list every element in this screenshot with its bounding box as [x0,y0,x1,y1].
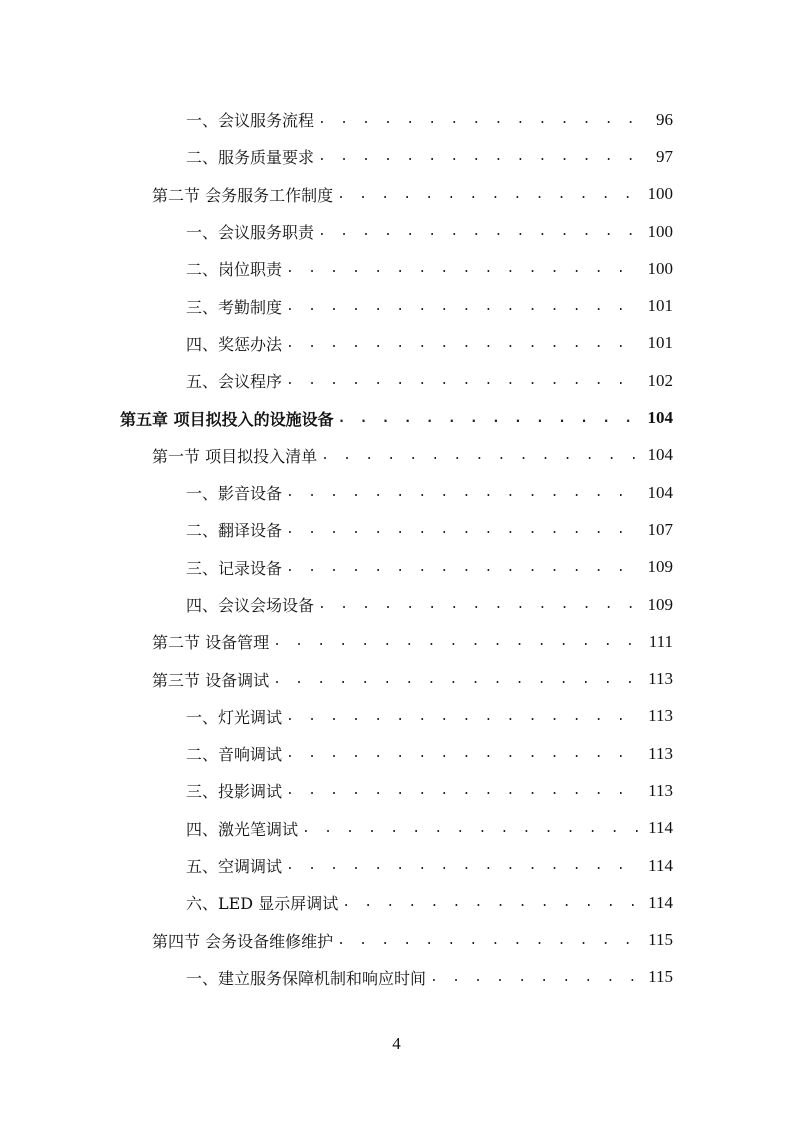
toc-entry-title: 二、音响调试 [186,745,283,765]
toc-entry-page: 104 [647,482,673,502]
toc-entry-title: 一、建立服务保障机制和响应时间 [186,968,427,988]
toc-entry[interactable] [0,810,793,847]
toc-entry[interactable] [0,549,793,586]
dot-leader [318,112,650,127]
toc-entry-title: 第五章 项目拟投入的设施设备 [120,409,334,429]
toc-entry[interactable] [0,511,793,548]
toc-entry[interactable] [0,623,793,660]
toc-entry-page: 115 [648,930,673,950]
toc-entry-title: 第三节 设备调试 [152,670,270,690]
toc-entry-title: 第四节 会务设备维修维护 [152,931,334,951]
toc-entry[interactable] [0,287,793,324]
dot-leader [338,411,642,426]
toc-entry[interactable] [0,884,793,921]
toc-entry-title: 二、服务质量要求 [186,148,315,168]
toc-entry-page: 114 [648,818,673,838]
toc-entry-title: 三、考勤制度 [186,297,283,317]
toc-entry-page: 101 [647,333,673,353]
toc-entry-title: 一、影音设备 [186,484,283,504]
toc-entry-page: 97 [656,146,673,166]
toc-entry-page: 111 [648,631,673,651]
toc-entry-page: 113 [648,706,673,726]
toc-entry-title: 四、激光笔调试 [186,819,299,839]
dot-leader [302,821,642,836]
toc-entry-title: 一、灯光调试 [186,707,283,727]
toc-entry-page: 100 [647,184,673,204]
toc-entry-title: 三、记录设备 [186,558,283,578]
toc-entry[interactable] [0,250,793,287]
toc-entry-page: 101 [647,296,673,316]
toc-entry-page: 109 [647,594,673,614]
toc-entry-title: 五、空调调试 [186,857,283,877]
dot-leader [273,634,643,649]
toc-entry[interactable] [0,362,793,399]
toc-entry-page: 100 [647,258,673,278]
toc-entry-page: 113 [648,743,673,763]
toc-entry[interactable] [0,847,793,884]
dot-leader [321,448,641,463]
dot-leader [286,522,641,537]
toc-entry[interactable] [0,437,793,474]
toc-entry-title: 一、会议服务职责 [186,223,315,243]
toc-entry[interactable] [0,586,793,623]
dot-leader [342,895,642,910]
dot-leader [286,299,641,314]
toc-entry[interactable] [0,325,793,362]
toc-entry-title: 第二节 会务服务工作制度 [152,185,334,205]
dot-leader [337,933,642,948]
dot-leader [286,336,641,351]
toc-entry-page: 107 [647,519,673,539]
dot-leader [318,597,641,612]
toc-entry-page: 102 [647,370,673,390]
toc-entry[interactable] [0,474,793,511]
toc-entry-title: 第二节 设备管理 [152,633,270,653]
dot-leader [337,187,641,202]
dot-leader [286,746,642,761]
dot-leader [430,970,642,985]
toc-entry-title: 三、投影调试 [186,782,283,802]
dot-leader [286,485,641,500]
toc-entry-title: 第一节 项目拟投入清单 [152,446,318,466]
toc-entry-title: 四、会议会场设备 [186,596,315,615]
dot-leader [286,261,641,276]
dot-leader [318,149,650,164]
toc-entry[interactable] [0,399,793,436]
toc-entry-page: 114 [648,892,673,912]
toc-entry[interactable] [0,213,793,250]
dot-leader [286,709,642,724]
dot-leader [286,783,642,798]
toc-entry-page: 104 [647,408,673,428]
toc-entry-page: 100 [647,221,673,241]
toc-entry[interactable] [0,698,793,735]
toc-entry[interactable] [0,176,793,213]
table-of-contents [0,101,793,996]
toc-entry[interactable] [0,660,793,697]
toc-entry-title: 六、LED 显示屏调试 [186,894,339,914]
toc-entry[interactable] [0,772,793,809]
toc-entry-page: 109 [647,557,673,577]
toc-entry-title: 四、奖惩办法 [186,334,283,354]
dot-leader [286,858,642,873]
toc-entry[interactable] [0,959,793,996]
toc-entry-page: 113 [648,669,673,689]
dot-leader [273,672,642,687]
toc-entry[interactable] [0,101,793,138]
toc-entry-page: 115 [648,967,673,987]
toc-entry-title: 一、会议服务流程 [186,111,315,131]
toc-entry[interactable] [0,922,793,959]
toc-entry-title: 二、翻译设备 [186,521,283,541]
toc-entry[interactable] [0,138,793,175]
page-number: 4 [392,1034,401,1053]
dot-leader [286,560,641,575]
toc-entry-page: 113 [648,780,673,800]
dot-leader [318,224,641,239]
toc-entry-page: 104 [647,445,673,465]
dot-leader [286,373,641,388]
toc-entry-title: 五、会议程序 [186,372,283,392]
toc-entry[interactable] [0,735,793,772]
toc-entry-title: 二、岗位职责 [186,260,283,280]
toc-entry-page: 96 [656,109,673,129]
toc-entry-page: 114 [648,855,673,875]
